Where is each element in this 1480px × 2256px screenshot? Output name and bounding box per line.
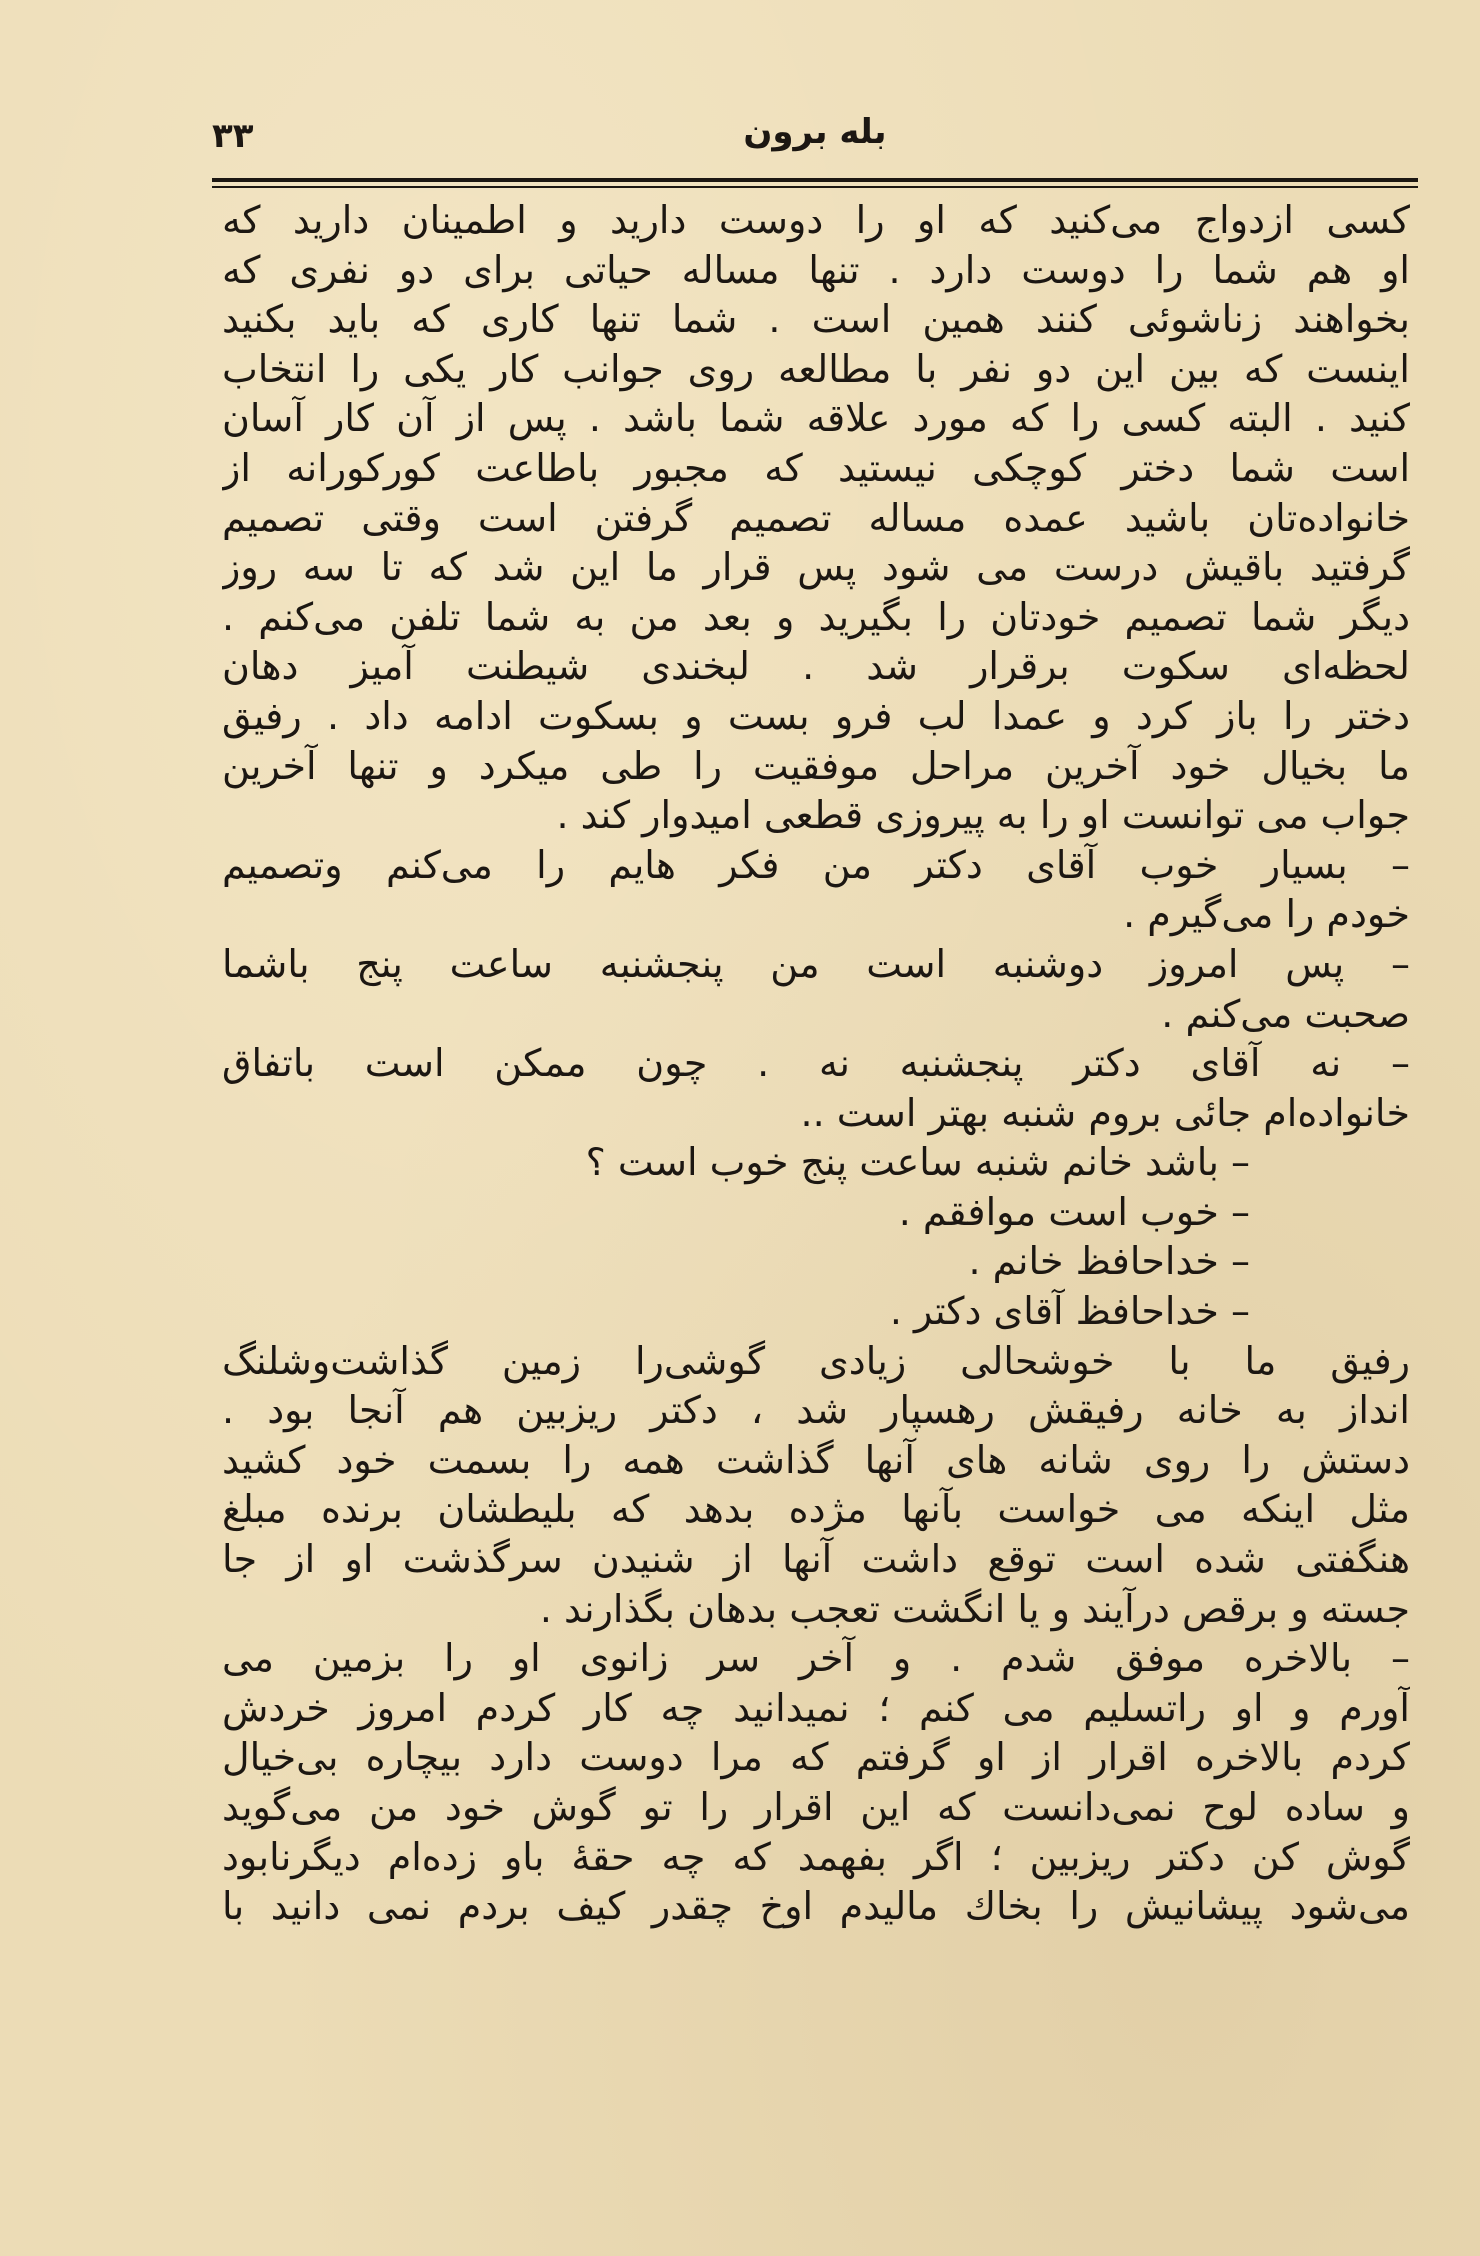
dialogue-line: – باشد خانم شنبه ساعت پنج خوب است ؟ [585, 1140, 1250, 1185]
text-line: خانواده‌تان باشید عمده مساله تصمیم گرفتن است وقتی تصمیم [222, 495, 1410, 540]
header-rule-thin [212, 186, 1418, 188]
text-line: جسته و برقص درآیند و یا انگشت تعجب بدهان بگذارند . [539, 1586, 1410, 1631]
text-line: گرفتید باقیش درست می شود پس قرار ما این شد که تا سه روز [222, 545, 1410, 590]
dialogue-line: – نه آقای دکتر پنجشنبه نه . چون ممکن است باتفاق [222, 1041, 1410, 1086]
header-rule-thick [212, 178, 1418, 182]
text-line: او هم شما را دوست دارد . تنها مساله حیاتی برای دو نفری که [222, 247, 1410, 292]
body-text [222, 196, 1410, 1932]
dialogue-line: – خداحافظ آقای دکتر . [889, 1289, 1250, 1334]
running-title: بله برون [743, 112, 887, 152]
text-line: اینست که بین این دو نفر با مطالعه روی جوانب کار یکی را انتخاب [222, 346, 1410, 391]
text-line: می‌شود پیشانیش را بخاك مالیدم اوخ چقدر کیف بردم نمی دانید با [222, 1884, 1410, 1929]
dialogue-line: – بسیار خوب آقای دکتر من فکر هایم را می‌کنم وتصمیم [222, 842, 1410, 887]
text-line: انداز به خانه رفیقش رهسپار شد ، دکتر ریزبین هم آنجا بود . [222, 1388, 1410, 1433]
text-line: گوش کن دکتر ریزبین ؛ اگر بفهمد که چه حقهٔ باو زده‌ام دیگرنابود [222, 1834, 1410, 1879]
dialogue-line: – پس امروز دوشنبه است من پنجشنبه ساعت پنج باشما [222, 941, 1410, 986]
text-line: آورم و او راتسلیم می کنم ؛ نمیدانید چه کار کردم امروز خردش [222, 1685, 1410, 1730]
text-line: لحظه‌ای سکوت برقرار شد . لبخندی شیطنت آمیز دهان [222, 644, 1410, 689]
text-line: است شما دختر کوچکی نیستید که مجبور باطاعت کورکورانه از [222, 445, 1410, 490]
text-line: کردم بالاخره اقرار از او گرفتم که مرا دوست دارد بیچاره بی‌خیال [222, 1735, 1410, 1780]
text-line: بخواهند زناشوئی کنند همین است . شما تنها کاری که باید بکنید [222, 297, 1410, 342]
text-line: مثل اینکه می خواست بآنها مژده بدهد که بلیطشان برنده مبلغ [222, 1487, 1410, 1532]
dialogue-line: – بالاخره موفق شدم . و آخر سر زانوی او را بزمین می [222, 1636, 1410, 1681]
text-line: ما بخیال خود آخرین مراحل موفقیت را طی میکرد و تنها آخرین [222, 743, 1410, 788]
page-number: ۳۳ [212, 116, 254, 156]
dialogue-line: – خوب است موافقم . [898, 1189, 1250, 1234]
text-line: کنید . البته کسی را که مورد علاقه شما باشد . پس از آن کار آسان [222, 396, 1410, 441]
text-line: دیگر شما تصمیم خودتان را بگیرید و بعد من به شما تلفن می‌کنم . [222, 594, 1410, 639]
text-line: خانواده‌ام جائی بروم شنبه بهتر است .. [800, 1090, 1410, 1135]
text-line: کسی ازدواج می‌کنید که او را دوست دارید و اطمینان دارید که [222, 198, 1410, 242]
text-line: جواب می توانست او را به پیروزی قطعی امیدوار کند . [556, 793, 1410, 838]
text-line: خودم را می‌گیرم . [1123, 892, 1410, 937]
text-line: دختر را باز کرد و عمدا لب فرو بست و بسکوت ادامه داد . رفیق [222, 693, 1410, 738]
page-header [212, 108, 1418, 180]
text-line: رفیق ما با خوشحالی زیادی گوشی‌را زمین گذاشت‌وشلنگ [222, 1338, 1410, 1383]
text-line: و ساده لوح نمی‌دانست که این اقرار را تو گوش خود من می‌گوید [222, 1785, 1410, 1829]
dialogue-line: – خداحافظ خانم . [968, 1239, 1250, 1284]
text-line: صحبت می‌کنم . [1161, 991, 1410, 1036]
text-line: هنگفتی شده است توقع داشت آنها از شنیدن سرگذشت او از جا [222, 1537, 1410, 1582]
text-line: دستش را روی شانه های آنها گذاشت همه را بسمت خود کشید [222, 1437, 1410, 1482]
